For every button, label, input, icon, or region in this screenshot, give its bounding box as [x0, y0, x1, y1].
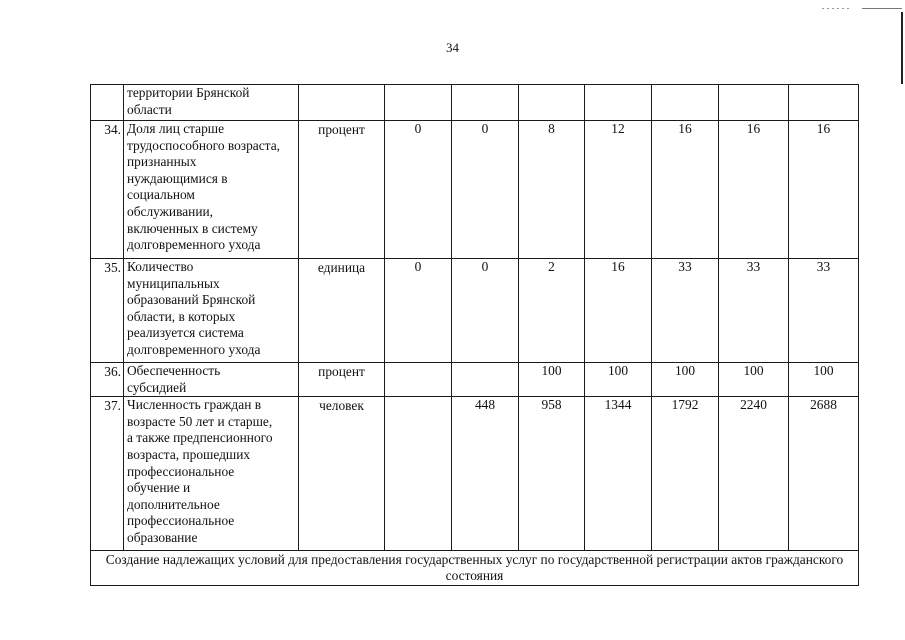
unit-of-measure: процент — [299, 363, 385, 397]
indicator-value: 1792 — [652, 397, 719, 551]
indicator-name: Доля лиц старше трудоспособного возраста, признанных нуждающимися в социальном обслуживании, включенных в систему долговременного ухода — [124, 121, 299, 259]
unit-of-measure: единица — [299, 259, 385, 363]
indicator-value: 16 — [719, 121, 789, 259]
indicator-value — [585, 85, 652, 121]
indicator-value — [385, 363, 452, 397]
unit-of-measure: процент — [299, 121, 385, 259]
indicator-value: 12 — [585, 121, 652, 259]
indicators-table — [90, 84, 859, 586]
table-row — [91, 121, 859, 259]
indicator-value — [719, 85, 789, 121]
indicator-value: 33 — [652, 259, 719, 363]
indicator-value: 0 — [452, 121, 519, 259]
indicator-value: 1344 — [585, 397, 652, 551]
scan-edge-mark — [822, 8, 852, 9]
indicator-value: 0 — [385, 259, 452, 363]
indicator-value: 16 — [789, 121, 859, 259]
indicator-value: 33 — [719, 259, 789, 363]
scan-edge-mark — [862, 8, 902, 9]
indicator-value: 100 — [789, 363, 859, 397]
indicator-value: 16 — [652, 121, 719, 259]
indicator-value — [385, 397, 452, 551]
indicator-value — [789, 85, 859, 121]
indicator-value: 2688 — [789, 397, 859, 551]
row-number: 37. — [91, 397, 124, 551]
indicator-name: Численность граждан в возрасте 50 лет и старше, а также предпенсионного возраста, прошедших профессиональное обучение и дополнительное профессиональное образование — [124, 397, 299, 551]
table-row — [91, 397, 859, 551]
indicator-value: 100 — [719, 363, 789, 397]
table-body — [91, 85, 859, 586]
indicator-value — [385, 85, 452, 121]
indicator-name: Количество муниципальных образований Брянской области, в которых реализуется система долговременного ухода — [124, 259, 299, 363]
indicator-value — [452, 363, 519, 397]
table-row — [91, 259, 859, 363]
indicator-value — [652, 85, 719, 121]
row-number: 36. — [91, 363, 124, 397]
indicator-value: 100 — [585, 363, 652, 397]
table-row — [91, 85, 859, 121]
indicator-value: 33 — [789, 259, 859, 363]
indicator-name: Обеспеченность субсидией — [124, 363, 299, 397]
indicator-value: 100 — [519, 363, 585, 397]
table-row — [91, 363, 859, 397]
indicator-value: 8 — [519, 121, 585, 259]
page-number: 34 — [446, 40, 459, 55]
indicator-value: 2240 — [719, 397, 789, 551]
row-number — [91, 85, 124, 121]
section-heading-row — [91, 551, 859, 586]
row-number: 35. — [91, 259, 124, 363]
indicator-name: территории Брянской области — [124, 85, 299, 121]
section-heading: Создание надлежащих условий для предоставления государственных услуг по государственной регистрации актов гражданского состояния — [91, 551, 859, 586]
indicator-value: 100 — [652, 363, 719, 397]
indicator-value — [519, 85, 585, 121]
indicator-value: 0 — [452, 259, 519, 363]
indicator-value: 2 — [519, 259, 585, 363]
row-number: 34. — [91, 121, 124, 259]
indicator-value: 448 — [452, 397, 519, 551]
indicator-value: 958 — [519, 397, 585, 551]
indicator-value: 16 — [585, 259, 652, 363]
indicator-value — [452, 85, 519, 121]
indicator-value: 0 — [385, 121, 452, 259]
unit-of-measure — [299, 85, 385, 121]
unit-of-measure: человек — [299, 397, 385, 551]
